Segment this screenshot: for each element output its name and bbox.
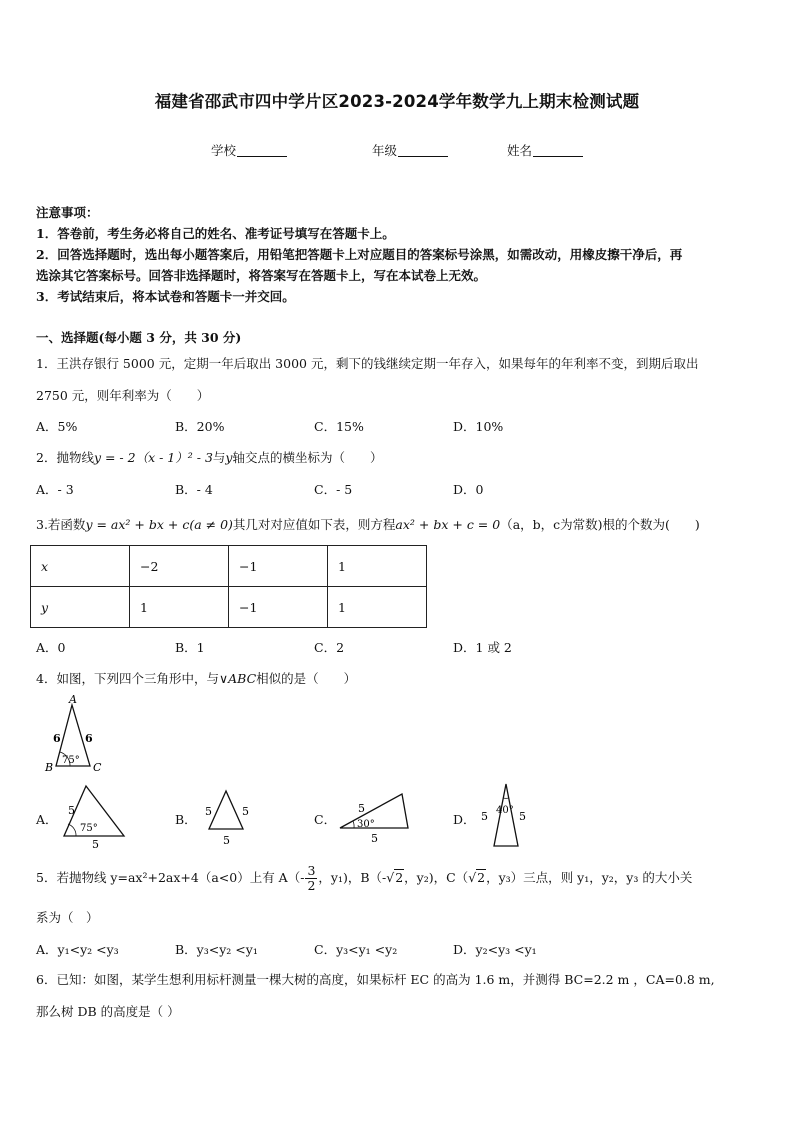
vertex-label-a: A xyxy=(69,693,77,706)
table-row xyxy=(31,546,427,587)
side-label: 5 xyxy=(242,805,249,818)
q1-option-b: B．20% xyxy=(175,419,225,434)
q5-option-d: D．y₂<y₃ <y₁ xyxy=(453,942,537,957)
notice-heading: 注意事项： xyxy=(36,205,99,220)
side-label: 5 xyxy=(371,832,378,845)
q3-option-c: C．2 xyxy=(314,640,345,655)
angle-label: 30° xyxy=(357,819,375,830)
side-label: 6 xyxy=(53,732,61,745)
grade-label: 年级 xyxy=(372,143,398,158)
q5-option-c: C．y₃<y₁ <y₂ xyxy=(314,942,398,957)
q2-expression: y = - 2（x - 1）² - 3 xyxy=(93,450,213,465)
q5-option-a: A．y₁<y₂ <y₃ xyxy=(36,942,119,957)
grade-field xyxy=(372,141,448,159)
q4-text: 4．如图，下列四个三角形中，与∨ABC相似的是（ ） xyxy=(36,671,357,686)
angle-label: 75° xyxy=(62,755,80,766)
q3-option-a: A．0 xyxy=(36,640,66,655)
sqrt-radicand: 2 xyxy=(477,870,486,885)
side-label: 5 xyxy=(223,834,230,847)
angle-label: 40° xyxy=(496,805,514,816)
q2-option-c: C．- 5 xyxy=(314,482,353,497)
section-heading: 一、选择题(每小题 3 分，共 30 分) xyxy=(36,330,242,345)
table-cell: −2 xyxy=(130,546,229,587)
q4-option-b-figure xyxy=(198,785,258,851)
vertex-label-b: B xyxy=(45,761,54,774)
q5-option-b: B．y₃<y₂ <y₁ xyxy=(175,942,258,957)
table-cell: −1 xyxy=(229,587,328,628)
page-title: 福建省邵武市四中学片区2023-2024学年数学九上期末检测试题 xyxy=(154,92,640,111)
q3-text: 3.若函数y = ax² + bx + c(a ≠ 0)其几对对应值如下表，则方程ax² + bx + c = 0（a，b，c为常数)根的个数为( ) xyxy=(36,517,700,532)
notice-item-3: 3．考试结束后，将本试卷和答题卡一并交回。 xyxy=(36,289,295,304)
name-field xyxy=(507,141,583,159)
q5-text-cont: 系为（ ） xyxy=(36,910,99,925)
side-label: 5 xyxy=(68,804,75,817)
q3-option-b: B．1 xyxy=(175,640,205,655)
side-label: 5 xyxy=(519,810,526,823)
notice-item-2: 2．回答选择题时，选出每小题答案后，用铅笔把答题卡上对应题目的答案标号涂黑，如需改动，用橡皮擦干净后，再 xyxy=(36,247,683,262)
table-cell: 1 xyxy=(328,587,427,628)
q2-option-d: D．0 xyxy=(453,482,484,497)
q1-option-d: D．10% xyxy=(453,419,504,434)
sqrt-radicand: 2 xyxy=(395,870,404,885)
q4-option-d-figure xyxy=(476,778,536,852)
q2-option-b: B．- 4 xyxy=(175,482,213,497)
side-label: 5 xyxy=(205,805,212,818)
q1-option-c: C．15% xyxy=(314,419,364,434)
q4-option-b: B． xyxy=(175,812,197,827)
q1-option-a: A．5% xyxy=(36,419,78,434)
q1-text: 1．王洪存银行 5000 元，定期一年后取出 3000 元，剩下的钱继续定期一年存入，如果每年的年利率不变，到期后取出 xyxy=(36,356,699,371)
q4-option-a-figure xyxy=(60,778,130,850)
q3-value-table xyxy=(30,545,427,628)
q3-option-d: D．1 或 2 xyxy=(453,640,512,655)
table-row xyxy=(31,587,427,628)
q4-option-c: C． xyxy=(314,812,337,827)
side-label: 6 xyxy=(85,732,93,745)
q6-text-cont: 那么树 DB 的高度是（ ） xyxy=(36,1004,180,1019)
q2-option-a: A．- 3 xyxy=(36,482,74,497)
q4-reference-triangle xyxy=(36,692,116,778)
name-blank xyxy=(533,145,583,157)
side-label: 5 xyxy=(358,802,365,815)
school-field xyxy=(211,141,287,159)
notice-item-1: 1．答卷前，考生务必将自己的姓名、准考证号填写在答题卡上。 xyxy=(36,226,395,241)
q3-equation: ax² + bx + c = 0 xyxy=(395,517,501,532)
q4-option-c-figure xyxy=(336,788,416,848)
notice-item-2-cont: 选涂其它答案标号。回答非选择题时，将答案写在答题卡上，写在本试卷上无效。 xyxy=(36,268,487,283)
fraction: $\frac{3}{2}$ xyxy=(307,863,316,893)
q4-option-d: D． xyxy=(453,812,476,827)
school-label: 学校 xyxy=(211,143,237,158)
table-cell: x xyxy=(31,546,130,587)
q4-option-a: A． xyxy=(36,812,58,827)
name-label: 姓名 xyxy=(507,143,533,158)
table-cell: 1 xyxy=(130,587,229,628)
school-blank xyxy=(237,145,287,157)
q3-function: y = ax² + bx + c(a ≠ 0) xyxy=(85,517,233,532)
grade-blank xyxy=(398,145,448,157)
table-cell: −1 xyxy=(229,546,328,587)
table-cell: y xyxy=(31,587,130,628)
q6-text: 6．已知：如图，某学生想利用标杆测量一棵大树的高度，如果标杆 EC 的高为 1.6 m，并测得 BC=2.2 m ，CA=0.8 m, xyxy=(36,972,715,987)
q5-text: 5．若抛物线 y=ax²+2ax+4（a<0）上有 A（- $\frac{3}{2}$ ，y₁)，B（-√2，y₂)，C（√2，y₃）三点，则 y₁，y₂，y₃ 的大小关 xyxy=(36,863,693,893)
q2-text: 2．抛物线y = - 2（x - 1）² - 3与y轴交点的横坐标为（ ） xyxy=(36,450,383,465)
side-label: 5 xyxy=(92,838,99,850)
vertex-label-c: C xyxy=(93,761,102,774)
q1-text-cont: 2750 元，则年利率为（ ） xyxy=(36,388,210,403)
side-label: 5 xyxy=(481,810,488,823)
angle-label: 75° xyxy=(80,823,98,834)
table-cell: 1 xyxy=(328,546,427,587)
q4-triangle-name: ∨ABC xyxy=(218,671,257,686)
